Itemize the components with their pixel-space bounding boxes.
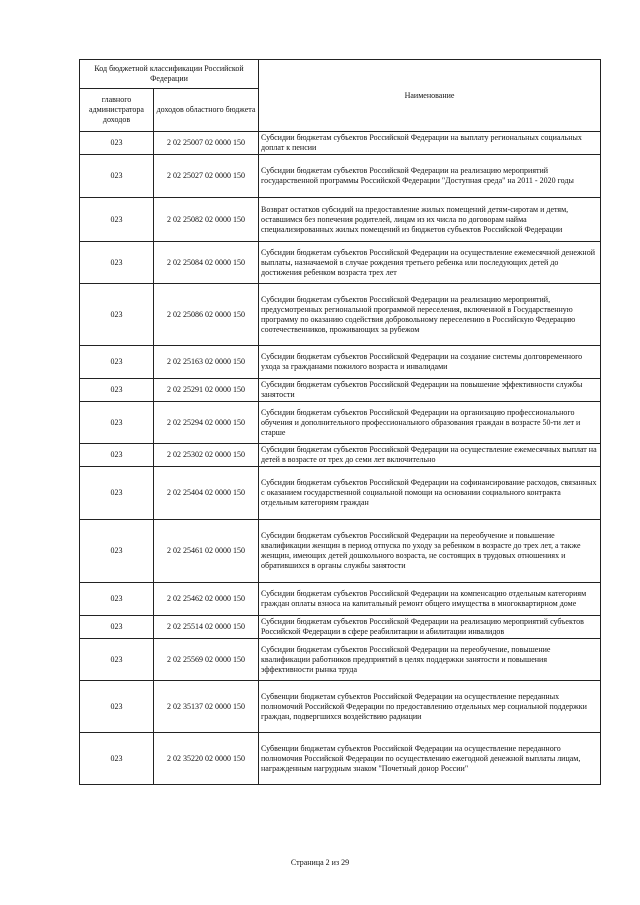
table-row <box>80 284 601 346</box>
revenue-code-cell: 2 02 25163 02 0000 150 <box>154 346 259 379</box>
name-cell: Субсидии бюджетам субъектов Российской Федерации на переобучение и повышение квалификации женщин в период отпуска по уходу за ребенком в возрасте до трех лет, а также женщин, имеющих детей дошкольного возраста, не состоящих в трудовых отношениях и обратившихся в органы службы занятости <box>259 520 601 583</box>
header-code-cell: доходов областного бюджета <box>154 89 259 132</box>
table-row <box>80 681 601 733</box>
name-cell: Субсидии бюджетам субъектов Российской Федерации на реализацию мероприятий субъектов Российской Федерации в сфере реабилитации и абилитации инвалидов <box>259 616 601 639</box>
name-cell: Субсидии бюджетам субъектов Российской Федерации на организацию профессионального обучения и дополнительного профессионального образования граждан в возрасте 50-ти лет и старше <box>259 402 601 444</box>
name-cell: Субсидии бюджетам субъектов Российской Федерации на переобучение, повышение квалификации работников предприятий в целях поддержки занятости и повышения эффективности рынка труда <box>259 639 601 681</box>
admin-code-cell: 023 <box>80 681 154 733</box>
name-cell: Субсидии бюджетам субъектов Российской Федерации на реализацию мероприятий, предусмотренных региональной программой переселения, включенной в Государственную программу по оказанию содействия добровольному переселению в Российскую Федерацию соотечественников, проживающих за рубежом <box>259 284 601 346</box>
header-group-cell: Код бюджетной классификации Российской Федерации <box>80 60 259 89</box>
admin-code-cell: 023 <box>80 733 154 785</box>
name-cell: Возврат остатков субсидий на предоставление жилых помещений детям-сиротам и детям, оставшимся без попечения родителей, лицам из их числа по договорам найма специализированных жилых помещений из бюджетов субъектов Российской Федерации <box>259 198 601 242</box>
page-footer: Страница 2 из 29 <box>290 858 350 867</box>
table-row <box>80 155 601 198</box>
header-admin-cell: главного администратора доходов <box>80 89 154 132</box>
name-cell: Субсидии бюджетам субъектов Российской Федерации на создание системы долговременного ухода за гражданами пожилого возраста и инвалидами <box>259 346 601 379</box>
header-row-1 <box>80 60 601 89</box>
header-name-cell: Наименование <box>259 60 601 132</box>
admin-code-cell: 023 <box>80 402 154 444</box>
table-row <box>80 616 601 639</box>
revenue-code-cell: 2 02 25514 02 0000 150 <box>154 616 259 639</box>
revenue-code-cell: 2 02 35220 02 0000 150 <box>154 733 259 785</box>
revenue-code-cell: 2 02 25082 02 0000 150 <box>154 198 259 242</box>
name-cell: Субсидии бюджетам субъектов Российской Федерации на выплату региональных социальных доплат к пенсии <box>259 132 601 155</box>
table-row <box>80 379 601 402</box>
admin-code-cell: 023 <box>80 155 154 198</box>
revenue-code-cell: 2 02 25086 02 0000 150 <box>154 284 259 346</box>
revenue-code-cell: 2 02 25291 02 0000 150 <box>154 379 259 402</box>
revenue-code-cell: 2 02 25462 02 0000 150 <box>154 583 259 616</box>
name-cell: Субсидии бюджетам субъектов Российской Федерации на осуществление ежемесячных выплат на детей в возрасте от трех до семи лет включительно <box>259 444 601 467</box>
name-cell: Субсидии бюджетам субъектов Российской Федерации на осуществление ежемесячной денежной выплаты, назначаемой в случае рождения третьего ребенка или последующих детей до достижения ребенком возраста трех лет <box>259 242 601 284</box>
admin-code-cell: 023 <box>80 467 154 520</box>
name-cell: Субсидии бюджетам субъектов Российской Федерации на софинансирование расходов, связанных с оказанием государственной социальной помощи на основании социального контракта отдельным категориям граждан <box>259 467 601 520</box>
budget-classification-table <box>79 59 601 785</box>
table-row <box>80 583 601 616</box>
admin-code-cell: 023 <box>80 198 154 242</box>
table-row <box>80 198 601 242</box>
table-row <box>80 733 601 785</box>
admin-code-cell: 023 <box>80 346 154 379</box>
table-row <box>80 402 601 444</box>
revenue-code-cell: 2 02 25569 02 0000 150 <box>154 639 259 681</box>
table-row <box>80 467 601 520</box>
revenue-code-cell: 2 02 25084 02 0000 150 <box>154 242 259 284</box>
revenue-code-cell: 2 02 25027 02 0000 150 <box>154 155 259 198</box>
admin-code-cell: 023 <box>80 132 154 155</box>
admin-code-cell: 023 <box>80 583 154 616</box>
name-cell: Субсидии бюджетам субъектов Российской Федерации на повышение эффективности службы занятости <box>259 379 601 402</box>
table-row <box>80 346 601 379</box>
table-row <box>80 242 601 284</box>
revenue-code-cell: 2 02 35137 02 0000 150 <box>154 681 259 733</box>
admin-code-cell: 023 <box>80 444 154 467</box>
revenue-code-cell: 2 02 25294 02 0000 150 <box>154 402 259 444</box>
revenue-code-cell: 2 02 25461 02 0000 150 <box>154 520 259 583</box>
admin-code-cell: 023 <box>80 242 154 284</box>
table-row <box>80 444 601 467</box>
revenue-code-cell: 2 02 25404 02 0000 150 <box>154 467 259 520</box>
revenue-code-cell: 2 02 25007 02 0000 150 <box>154 132 259 155</box>
admin-code-cell: 023 <box>80 379 154 402</box>
admin-code-cell: 023 <box>80 616 154 639</box>
name-cell: Субвенции бюджетам субъектов Российской Федерации на осуществление переданных полномочий Российской Федерации по предоставлению отдельных мер социальной поддержки граждан, подвергшихся воздействию радиации <box>259 681 601 733</box>
name-cell: Субвенции бюджетам субъектов Российской Федерации на осуществление переданного полномочия Российской Федерации по осуществлению ежегодной денежной выплаты лицам, награжденным нагрудным знаком "Почетный донор России" <box>259 733 601 785</box>
admin-code-cell: 023 <box>80 284 154 346</box>
table-row <box>80 520 601 583</box>
name-cell: Субсидии бюджетам субъектов Российской Федерации на компенсацию отдельным категориям граждан оплаты взноса на капитальный ремонт общего имущества в многоквартирном доме <box>259 583 601 616</box>
admin-code-cell: 023 <box>80 639 154 681</box>
table-row <box>80 132 601 155</box>
admin-code-cell: 023 <box>80 520 154 583</box>
table-body <box>80 132 601 785</box>
name-cell: Субсидии бюджетам субъектов Российской Федерации на реализацию мероприятий государственной программы Российской Федерации "Доступная среда" на 2011 - 2020 годы <box>259 155 601 198</box>
revenue-code-cell: 2 02 25302 02 0000 150 <box>154 444 259 467</box>
table-row <box>80 639 601 681</box>
